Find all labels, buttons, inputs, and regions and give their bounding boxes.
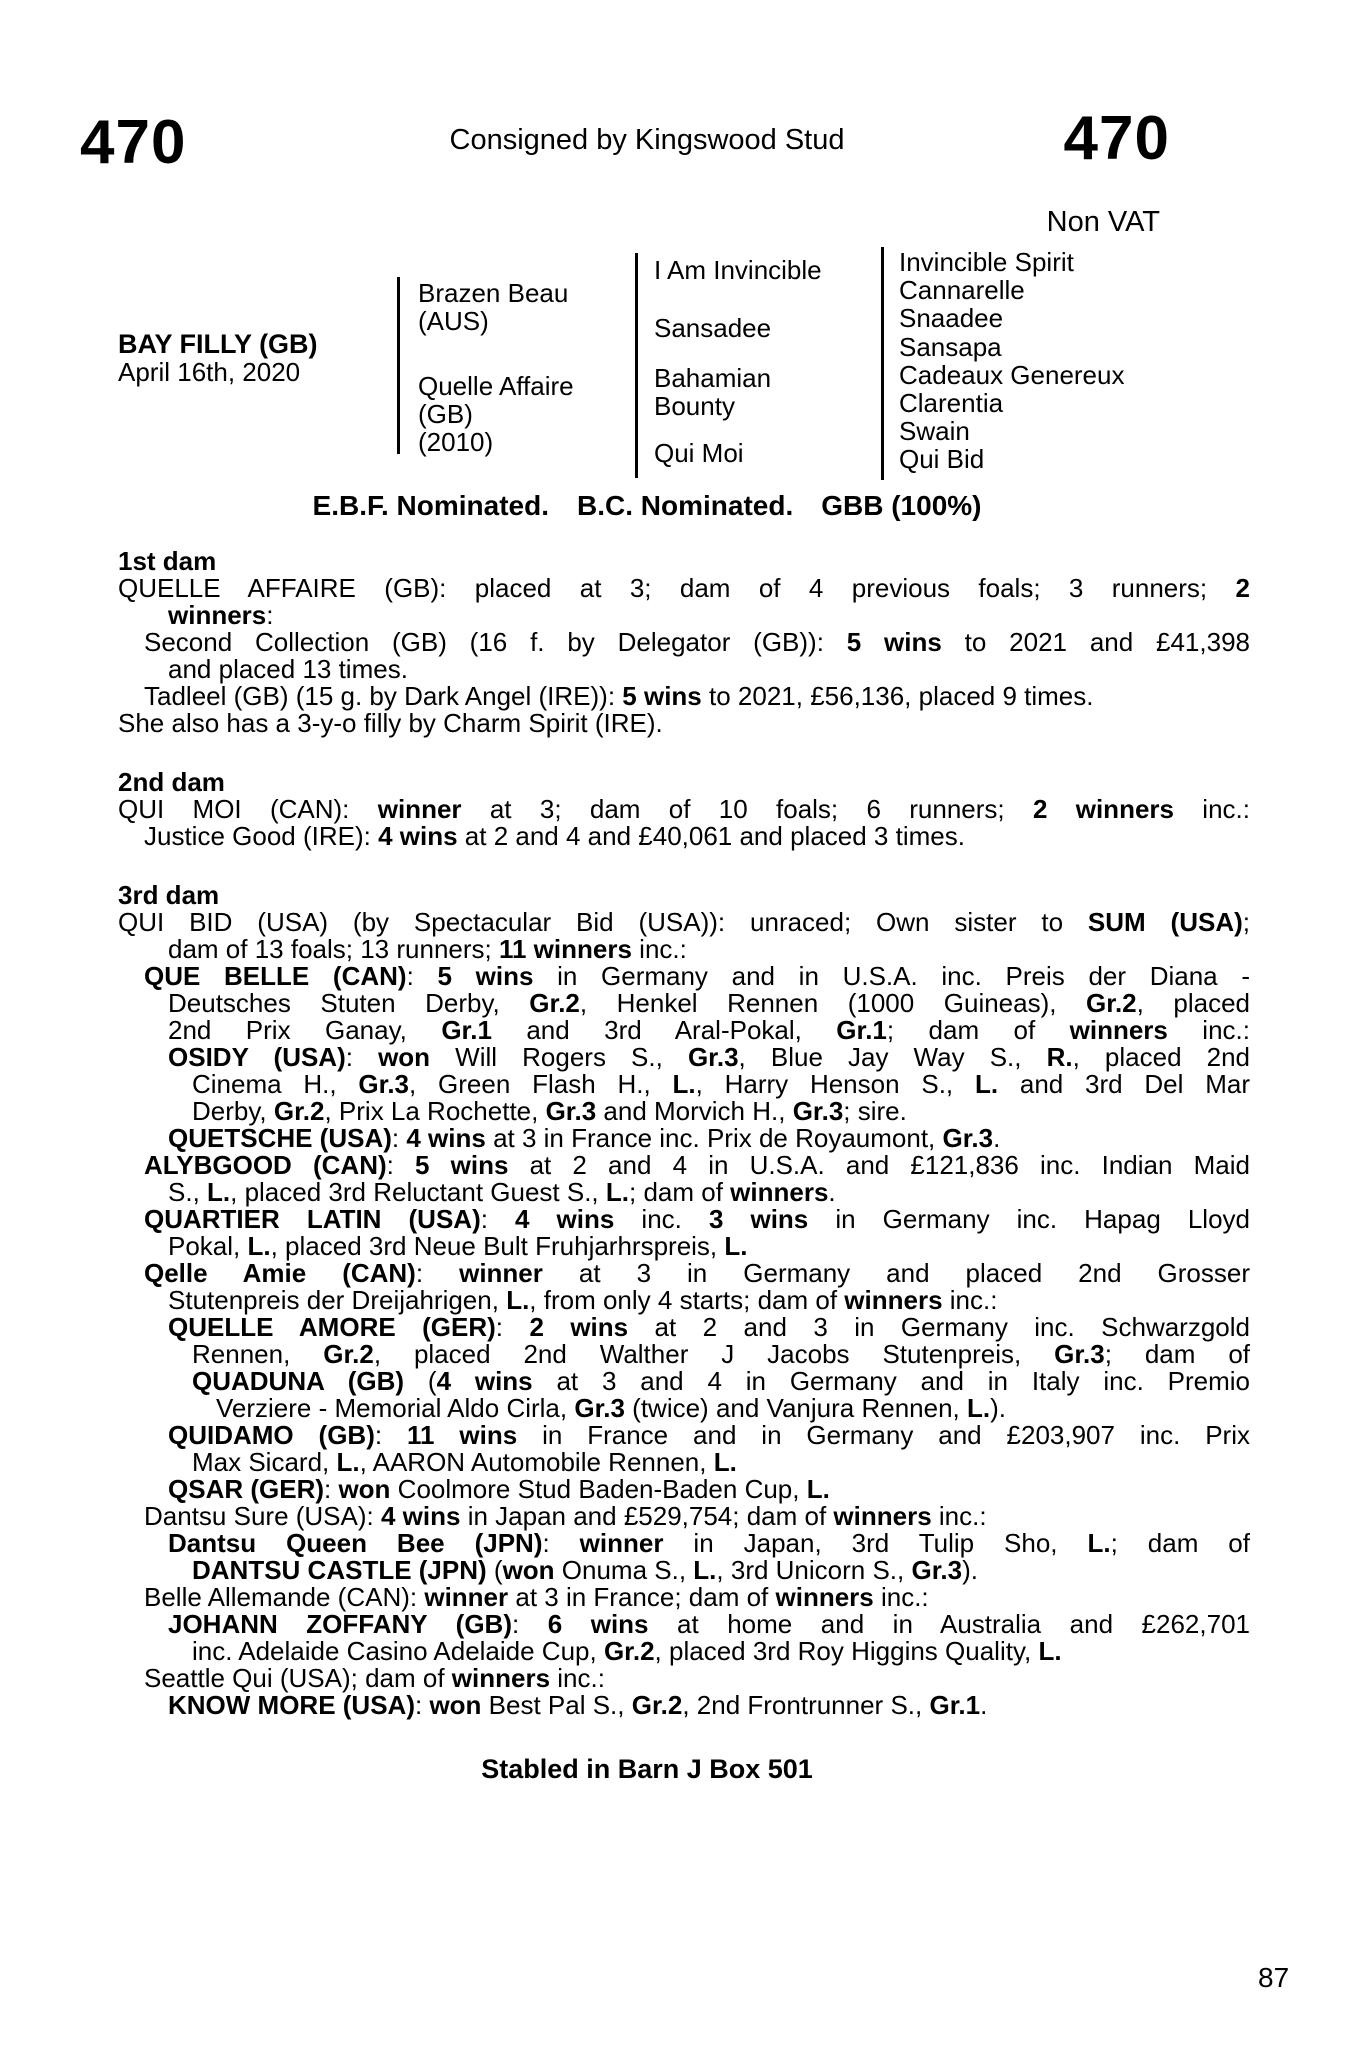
vat-status: Non VAT [1046, 206, 1160, 238]
sire-name: Brazen Beau [418, 278, 569, 308]
pedigree-line: DANTSU CASTLE (JPN) (won Onuma S., L., 3rd Unicorn S., Gr.3). [192, 1555, 978, 1585]
great-grandparents-column [899, 248, 1124, 474]
pedigree-line: Dantsu Queen Bee (JPN): winner in Japan, 3rd Tulip Sho, L.; dam of [168, 1528, 1250, 1558]
pedigree-line: QUETSCHE (USA): 4 wins at 3 in France inc. Prix de Royaumont, Gr.3. [168, 1123, 1001, 1153]
sire-cell [418, 279, 568, 335]
pedigree-line: QUE BELLE (CAN): 5 wins in Germany and in U.S.A. inc. Preis der Diana - [144, 961, 1250, 991]
nomination-line [77, 490, 1217, 522]
consignor-line: Consigned by Kingswood Stud [449, 124, 845, 156]
grandsire-name: I Am Invincible [654, 255, 822, 285]
pedigree-line: Dantsu Sure (USA): 4 wins in Japan and £529,754; dam of winners inc.: [144, 1501, 987, 1531]
ancestor-name: Invincible Spirit [899, 247, 1074, 277]
dam-sections [118, 548, 1250, 1719]
ancestor-name: Swain [899, 416, 970, 447]
pedigree-bracket-gen1 [397, 277, 400, 454]
pedigree-bracket-gen3 [881, 247, 884, 480]
pedigree-line: OSIDY (USA): won Will Rogers S., Gr.3, Blue Jay Way S., R., placed 2nd [168, 1042, 1251, 1072]
granddam-cell-2 [654, 439, 744, 467]
sire-suffix: (AUS) [418, 306, 489, 336]
dam-suffix: (GB) [418, 399, 473, 429]
pedigree-line: QUELLE AFFAIRE (GB): placed at 3; dam of 4 previous foals; 3 runners; 2 [118, 573, 1250, 603]
dam-name: Quelle Affaire [418, 371, 574, 401]
foal-date: April 16th, 2020 [118, 357, 301, 387]
ancestor-name: Snaadee [899, 303, 1004, 334]
lot-number-right: 470 [1063, 104, 1170, 173]
pedigree-line: Justice Good (IRE): 4 wins at 2 and 4 and £40,061 and placed 3 times. [144, 821, 965, 851]
lot-number-left: 470 [80, 108, 187, 177]
pedigree-line: QUIDAMO (GB): 11 wins in France and in Germany and £203,907 inc. Prix [168, 1420, 1250, 1450]
granddam-name: Sansadee [654, 313, 772, 343]
pedigree-line: Rennen, Gr.2, placed 2nd Walther J Jacobs Stutenpreis, Gr.3; dam of [192, 1339, 1250, 1369]
ancestor-name: Cannarelle [899, 275, 1025, 306]
grandsire-name-line1: Bahamian [654, 363, 772, 393]
ancestor-name: Cadeaux Genereux [899, 359, 1125, 390]
dam-section-heading: 3rd dam [118, 880, 220, 910]
ebf-nominated-badge: E.B.F. Nominated. [312, 490, 549, 521]
pedigree-line: QSAR (GER): won Coolmore Stud Baden-Baden Cup, L. [168, 1474, 830, 1504]
pedigree-line: Deutsches Stuten Derby, Gr.2, Henkel Rennen (1000 Guineas), Gr.2, placed [168, 988, 1251, 1018]
pedigree-line: and placed 13 times. [168, 654, 408, 684]
pedigree-line: Derby, Gr.2, Prix La Rochette, Gr.3 and Morvich H., Gr.3; sire. [192, 1096, 907, 1126]
pedigree-bracket-gen2 [635, 253, 638, 478]
granddam-name-2: Qui Moi [654, 438, 744, 468]
pedigree-line: JOHANN ZOFFANY (GB): 6 wins at home and in Australia and £262,701 [168, 1609, 1250, 1639]
horse-block [118, 330, 318, 386]
pedigree-line: ALYBGOOD (CAN): 5 wins at 2 and 4 in U.S.A. and £121,836 inc. Indian Maid [144, 1150, 1250, 1180]
pedigree-line: Pokal, L., placed 3rd Neue Bult Fruhjarhrspreis, L. [168, 1231, 748, 1261]
pedigree-line: Max Sicard, L., AARON Automobile Rennen, L. [192, 1447, 737, 1477]
pedigree-line: inc. Adelaide Casino Adelaide Cup, Gr.2, placed 3rd Roy Higgins Quality, L. [192, 1636, 1062, 1666]
pedigree-line: Cinema H., Gr.3, Green Flash H., L., Harry Henson S., L. and 3rd Del Mar [192, 1069, 1250, 1099]
pedigree-line: Verziere - Memorial Aldo Cirla, Gr.3 (twice) and Vanjura Rennen, L.). [216, 1393, 1006, 1423]
stabling-line: Stabled in Barn J Box 501 [481, 1754, 813, 1784]
pedigree-line: Seattle Qui (USA); dam of winners inc.: [144, 1663, 605, 1693]
ancestor-name: Sansapa [899, 331, 1002, 362]
pedigree-line: QUARTIER LATIN (USA): 4 wins inc. 3 wins in Germany inc. Hapag Lloyd [144, 1204, 1250, 1234]
pedigree-line: winners: [168, 600, 274, 630]
pedigree-line: 2nd Prix Ganay, Gr.1 and 3rd Aral-Pokal, Gr.1; dam of winners inc.: [168, 1015, 1250, 1045]
grandsire-cell [654, 256, 822, 284]
grandsire-cell-2 [654, 364, 771, 420]
pedigree-line: Belle Allemande (CAN): winner at 3 in France; dam of winners inc.: [144, 1582, 929, 1612]
gbb-badge: GBB (100%) [821, 490, 982, 521]
pedigree-line: QUELLE AMORE (GER): 2 wins at 2 and 3 in Germany inc. Schwarzgold [168, 1312, 1250, 1342]
pedigree-line: QUI BID (USA) (by Spectacular Bid (USA)): unraced; Own sister to SUM (USA); [118, 907, 1250, 937]
pedigree-line: dam of 13 foals; 13 runners; 11 winners inc.: [168, 934, 687, 964]
pedigree-line: Tadleel (GB) (15 g. by Dark Angel (IRE)): 5 wins to 2021, £56,136, placed 9 times. [144, 681, 1094, 711]
ancestor-name: Qui Bid [899, 444, 985, 475]
pedigree-line: Second Collection (GB) (16 f. by Delegator (GB)): 5 wins to 2021 and £41,398 [144, 627, 1250, 657]
page-number: 87 [1258, 1962, 1290, 1993]
pedigree-line: QUI MOI (CAN): winner at 3; dam of 10 foals; 6 runners; 2 winners inc.: [118, 794, 1250, 824]
pedigree-line: She also has a 3-y-o filly by Charm Spirit (IRE). [118, 708, 663, 738]
pedigree-line: Qelle Amie (CAN): winner at 3 in Germany and placed 2nd Grosser [144, 1258, 1251, 1288]
pedigree-line: KNOW MORE (USA): won Best Pal S., Gr.2, 2nd Frontrunner S., Gr.1. [168, 1690, 988, 1720]
ancestor-name: Clarentia [899, 388, 1004, 419]
dam-year: (2010) [418, 427, 494, 457]
pedigree-line: S., L., placed 3rd Reluctant Guest S., L.; dam of winners. [168, 1177, 836, 1207]
bc-nominated-badge: B.C. Nominated. [576, 490, 794, 521]
pedigree-table [0, 0, 1346, 510]
pedigree-line: Stutenpreis der Dreijahrigen, L., from only 4 starts; dam of winners inc.: [168, 1285, 998, 1315]
horse-name: BAY FILLY (GB) [118, 329, 318, 359]
dam-section-heading: 2nd dam [118, 767, 225, 797]
pedigree-line: QUADUNA (GB) (4 wins at 3 and 4 in Germany and in Italy inc. Premio [192, 1366, 1250, 1396]
grandsire-name-line2: Bounty [654, 391, 735, 421]
granddam-cell [654, 314, 771, 342]
dam-cell [418, 372, 574, 456]
dam-section-heading: 1st dam [118, 546, 217, 576]
